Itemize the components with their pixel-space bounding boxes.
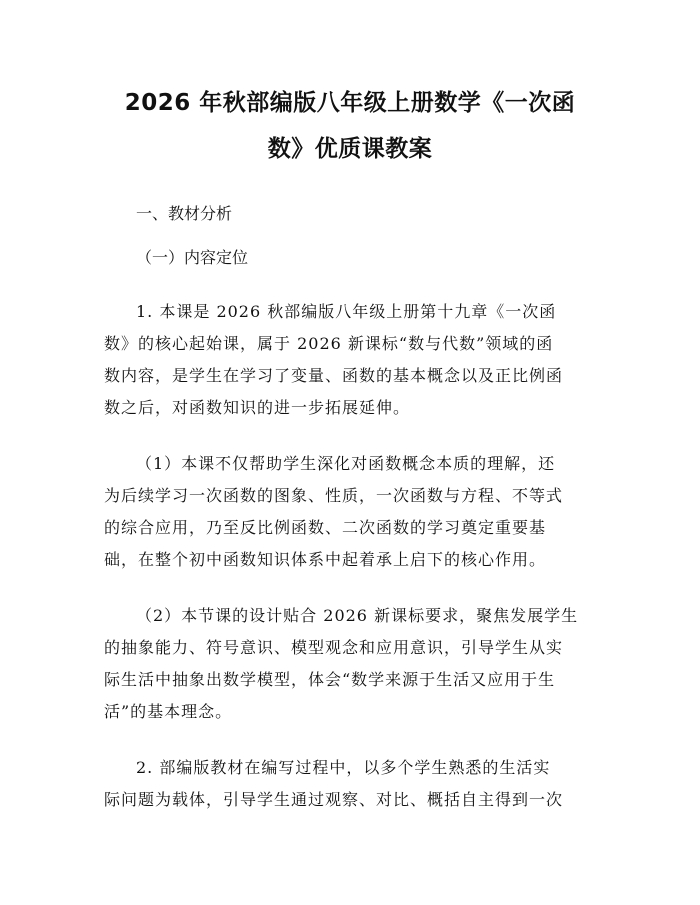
paragraph-line: （1）本课不仅帮助学生深化对函数概念本质的理解，还 — [136, 454, 556, 473]
paragraph-line: 1. 本课是 2026 秋部编版八年级上册第十九章《一次函 — [136, 302, 557, 321]
paragraph-line: 际问题为载体，引导学生通过观察、对比、概括自主得到一次 — [104, 790, 564, 809]
subsection-heading: （一）内容定位 — [136, 248, 249, 267]
paragraph-line: 础，在整个初中函数知识体系中起着承上启下的核心作用。 — [104, 550, 547, 569]
paragraph-line: 为后续学习一次函数的图象、性质，一次函数与方程、不等式 — [104, 486, 564, 505]
paragraph-line: 数之后，对函数知识的进一步拓展延伸。 — [104, 398, 411, 417]
paragraph-line: 活”的基本理念。 — [104, 702, 233, 721]
paragraph-1 — [104, 296, 596, 424]
paragraph-line: 的综合应用，乃至反比例函数、二次函数的学习奠定重要基 — [104, 518, 547, 537]
paragraph-3 — [104, 600, 596, 728]
paragraph-4 — [104, 752, 596, 816]
paragraph-line: 际生活中抽象出数学模型，体会“数学来源于生活又应用于生 — [104, 670, 556, 689]
paragraph-2 — [104, 448, 596, 576]
paragraph-line: （2）本节课的设计贴合 2026 新课标要求，聚焦发展学生 — [136, 606, 579, 625]
paragraph-line: 2. 部编版教材在编写过程中，以多个学生熟悉的生活实 — [136, 758, 551, 777]
section-heading: 一、教材分析 — [136, 204, 233, 223]
document-title — [104, 0, 596, 172]
paragraph-line: 的抽象能力、符号意识、模型观念和应用意识，引导学生从实 — [104, 638, 564, 657]
paragraph-line: 数内容，是学生在学习了变量、函数的基本概念以及正比例函 — [104, 366, 564, 385]
paragraph-line: 数》的核心起始课，属于 2026 新课标“数与代数”领域的函 — [104, 334, 554, 353]
title-line: 数》优质课教案 — [267, 136, 433, 162]
title-line: 2026 年秋部编版八年级上册数学《一次函 — [124, 90, 576, 116]
